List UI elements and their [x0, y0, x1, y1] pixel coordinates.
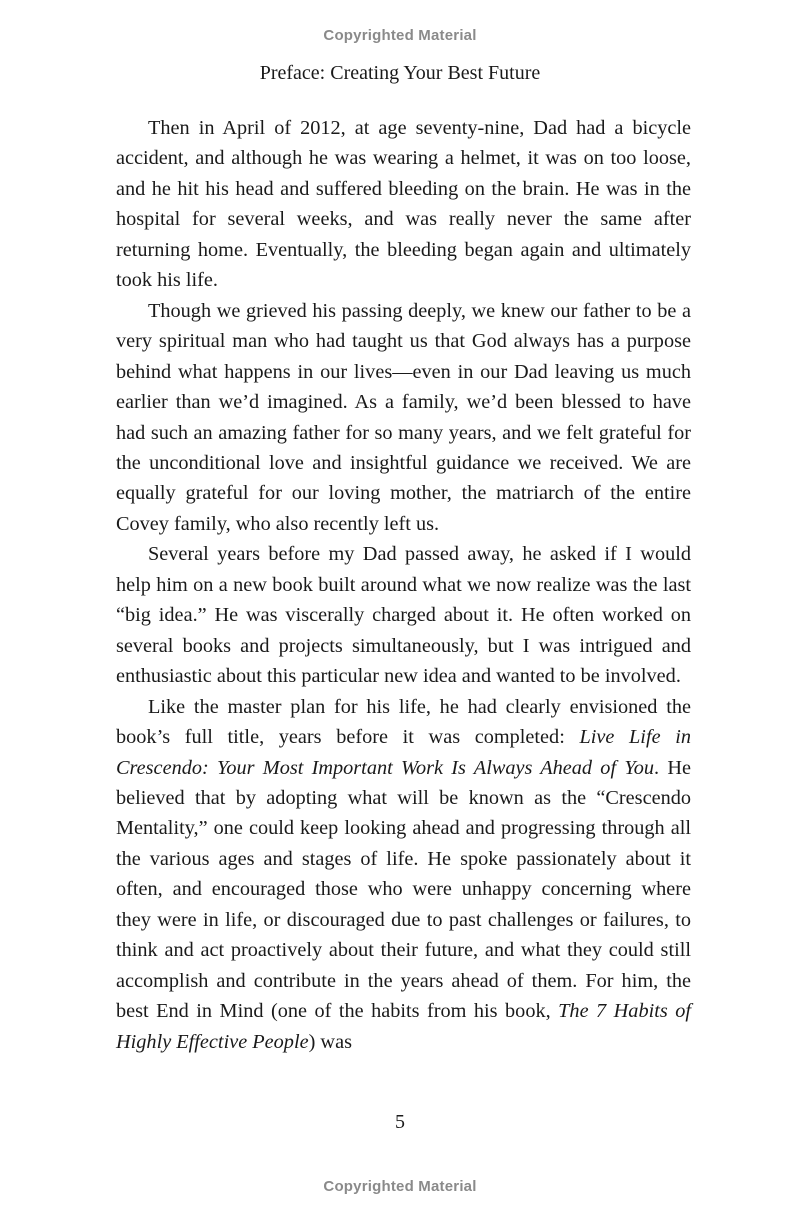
book-title-italic: Live Life in Crescendo: Your Most Important Work Is Always Ahead of You — [116, 726, 691, 779]
copyright-watermark-bottom: Copyrighted Material — [323, 1178, 477, 1195]
paragraph-text: Like the master plan for his life, he had clearly envisioned the book’s full title, years before it was completed: — [116, 695, 691, 749]
paragraph-text: . He believed that by adopting what will be known as the “Crescendo Mentality,” one could keep looking ahead and progressing through all the various ages and stages of life. He spoke passionately about it often, and encouraged those who were unhappy concerning where they were in life, or discouraged due to past challenges or failures, to think and act proactively about their future, and what they could still accomplish and contribute in the years ahead of them. For him, the best End in Mind (one of the habits from his book, — [116, 756, 691, 1023]
paragraph: Several years before my Dad passed away, he asked if I would help him on a new book built around what we now realize was the last “big idea.” He was viscerally charged about it. He often worked on several books and projects simultaneously, but I was intrigued and enthusiastic about this particular new idea and wanted to be involved. — [116, 543, 691, 688]
page-number: 5 — [395, 1111, 405, 1133]
paragraph-text: ) was — [308, 1030, 352, 1053]
book-title-italic: The 7 Habits of Highly Effective People — [116, 1000, 692, 1053]
body-text — [116, 113, 691, 1057]
paragraph: Though we grieved his passing deeply, we knew our father to be a very spiritual man who had taught us that God always has a purpose behind what happens in our lives—even in our Dad leaving us much earlier than we’d imagined. As a family, we’d been blessed to have had such an amazing father for so many years, and we felt grateful for the unconditional love and insightful guidance we received. We are equally grateful for our loving mother, the matriarch of the entire Covey family, who also recently left us. — [116, 299, 691, 535]
copyright-watermark-top: Copyrighted Material — [323, 27, 477, 44]
paragraph — [116, 692, 691, 1057]
paragraph: Then in April of 2012, at age seventy-nine, Dad had a bicycle accident, and although he was wearing a helmet, it was on too loose, and he hit his head and suffered bleeding on the brain. He was in the hospital for several weeks, and was really never the same after returning home. Eventually, the bleeding began again and ultimately took his life. — [116, 117, 691, 292]
running-head: Preface: Creating Your Best Future — [259, 62, 541, 84]
